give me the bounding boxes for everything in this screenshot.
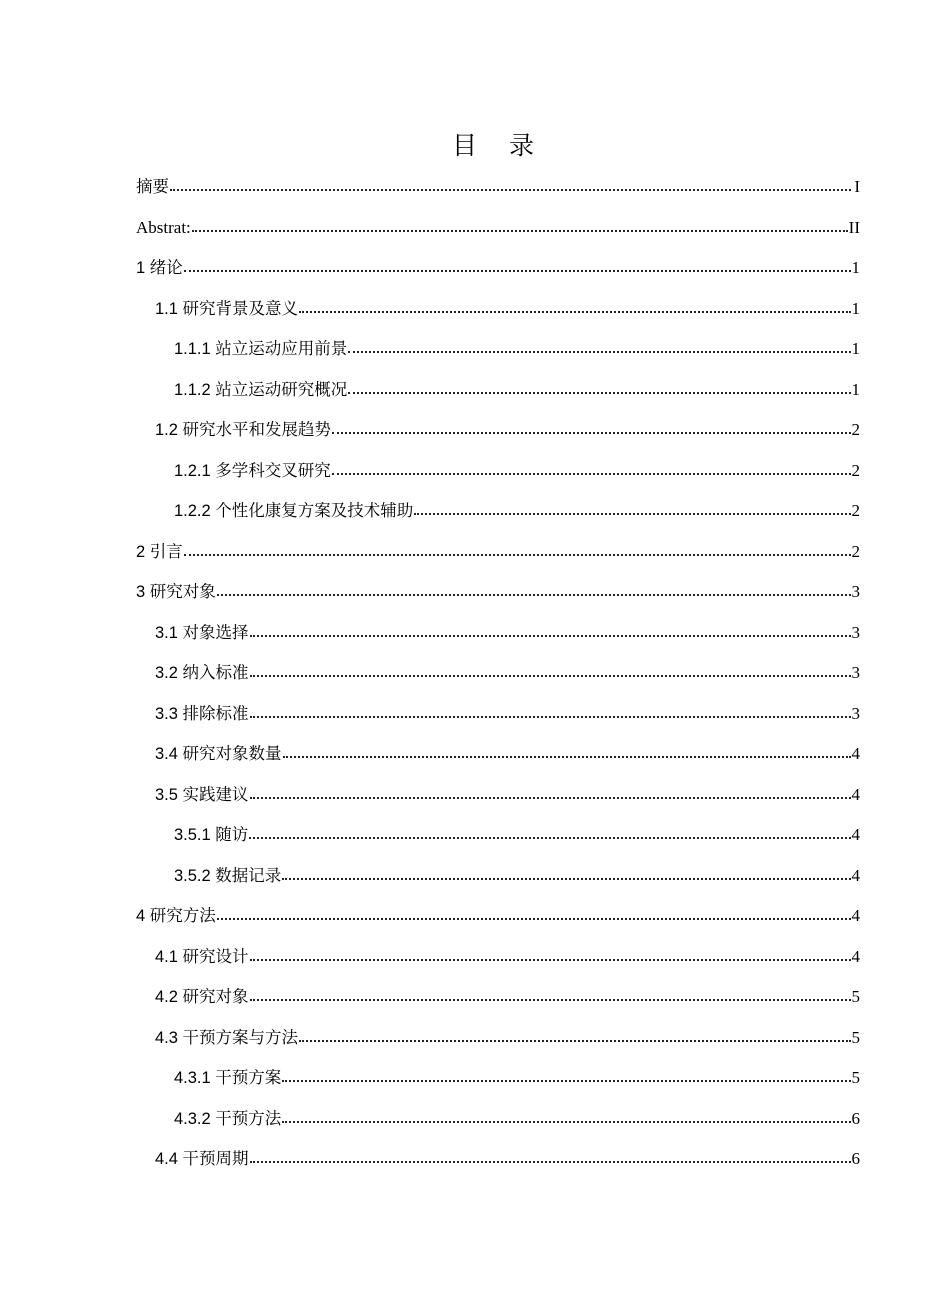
toc-entry-label: 2 引言 (136, 542, 183, 561)
toc-page-number: 4 (851, 946, 860, 966)
toc-dot-leader (192, 219, 848, 233)
toc-entry-label: 1.1 研究背景及意义 (155, 299, 299, 318)
toc-entry-section-3-2[interactable] (136, 658, 860, 699)
toc-entry-chapter-1[interactable] (136, 253, 860, 294)
toc-entry-section-4-3-1[interactable] (136, 1063, 860, 1104)
toc-page-number: I (854, 177, 860, 196)
toc-entry-chapter-2[interactable] (136, 537, 860, 578)
toc-page-number: 2 (851, 420, 860, 439)
toc-page-number: 2 (851, 460, 860, 480)
toc-dot-leader (348, 340, 850, 354)
toc-entry-label: 4.1 研究设计 (155, 947, 249, 966)
toc-entry-section-1-2-1[interactable] (136, 456, 860, 497)
toc-dot-leader (250, 1150, 851, 1164)
toc-entry-section-1-2[interactable] (136, 415, 860, 456)
toc-entry-label: 4.3.1 干预方案 (174, 1069, 282, 1087)
toc-entry-label: 1.2 研究水平和发展趋势 (155, 421, 332, 439)
toc-page-number: 4 (851, 784, 860, 804)
toc-entry-label: Abstrat: (136, 217, 191, 237)
toc-page-number: 3 (851, 703, 860, 723)
toc-page-number: 6 (851, 1108, 860, 1128)
toc-entry-chapter-4[interactable] (136, 901, 860, 942)
toc-dot-leader (414, 502, 850, 516)
toc-page-number: 3 (851, 622, 860, 642)
toc-entry-section-4-1[interactable] (136, 942, 860, 983)
toc-page-number: 4 (851, 865, 860, 885)
toc-page-number: 2 (851, 501, 860, 520)
toc-dot-leader (283, 745, 851, 759)
toc-entry-label: 1.2.2 个性化康复方案及技术辅助 (174, 502, 414, 520)
toc-page-number: 5 (851, 1027, 860, 1047)
toc-dot-leader (348, 381, 850, 395)
toc-entry-abstract-en[interactable] (136, 213, 860, 254)
toc-page-number: 1 (851, 339, 860, 358)
toc-dot-leader (250, 948, 851, 962)
toc-entry-label: 3.5.2 数据记录 (174, 866, 282, 885)
toc-dot-leader (250, 624, 851, 638)
toc-entry-label: 1.1.2 站立运动研究概况 (174, 380, 348, 399)
toc-page-number: 4 (851, 744, 860, 763)
toc-dot-leader (332, 421, 850, 435)
toc-dot-leader (332, 462, 851, 476)
toc-page-number: 3 (851, 663, 860, 682)
toc-dot-leader (184, 543, 851, 557)
toc-dot-leader (250, 988, 851, 1002)
toc-entry-section-1-1-1[interactable] (136, 334, 860, 375)
toc-dot-leader (282, 1069, 850, 1083)
toc-entry-section-4-3-2[interactable] (136, 1104, 860, 1145)
toc-entry-section-1-2-2[interactable] (136, 496, 860, 537)
toc-page-number: 1 (851, 379, 860, 399)
toc-dot-leader (184, 259, 851, 273)
toc-entry-label: 4 研究方法 (136, 907, 216, 925)
toc-dot-leader (282, 1110, 850, 1124)
toc-entry-section-3-5-2[interactable] (136, 861, 860, 902)
toc-entry-label: 3.2 纳入标准 (155, 664, 249, 682)
toc-entry-section-3-5-1[interactable] (136, 820, 860, 861)
toc-entry-label: 3.4 研究对象数量 (155, 745, 282, 763)
toc-entry-label: 3.1 对象选择 (155, 623, 249, 642)
toc-entry-section-4-2[interactable] (136, 982, 860, 1023)
toc-entry-label: 4.3.2 干预方法 (174, 1109, 282, 1128)
toc-page-number: 4 (851, 906, 860, 925)
toc-dot-leader (299, 300, 850, 314)
toc-dot-leader (170, 178, 851, 192)
toc-entry-chapter-3[interactable] (136, 577, 860, 618)
toc-entry-section-3-5[interactable] (136, 780, 860, 821)
toc-entry-label: 3.3 排除标准 (155, 704, 249, 723)
toc-entry-label: 1 绪论 (136, 259, 183, 277)
toc-dot-leader (282, 867, 850, 881)
toc-entry-section-4-3[interactable] (136, 1023, 860, 1064)
toc-dot-leader (217, 907, 851, 921)
toc-entry-section-3-1[interactable] (136, 618, 860, 659)
toc-entry-label: 4.3 干预方案与方法 (155, 1028, 299, 1047)
toc-page-number: 5 (851, 1068, 860, 1087)
toc-entry-label: 3.5.1 随访 (174, 826, 249, 844)
toc-dot-leader (217, 583, 851, 597)
toc-dot-leader (299, 1029, 850, 1043)
toc-entry-label: 摘要 (136, 178, 169, 196)
toc-entry-label: 3.5 实践建议 (155, 785, 249, 804)
toc-page-number: 1 (851, 258, 860, 277)
toc-dot-leader (250, 664, 851, 678)
toc-entry-section-3-4[interactable] (136, 739, 860, 780)
toc-page-number: 5 (851, 987, 860, 1006)
toc-title: 目 录 (452, 131, 546, 160)
toc-entry-label: 1.2.1 多学科交叉研究 (174, 461, 331, 480)
toc-page-number: 4 (851, 825, 860, 844)
toc-page-number: 1 (851, 298, 860, 318)
toc-entry-section-4-4[interactable] (136, 1144, 860, 1185)
toc-page-number: 2 (851, 541, 860, 561)
toc-entry-label: 1.1.1 站立运动应用前景 (174, 340, 348, 358)
toc-entry-section-3-3[interactable] (136, 699, 860, 740)
toc-entry-section-1-1-2[interactable] (136, 375, 860, 416)
toc-page-number: II (848, 217, 860, 237)
toc-entry-section-1-1[interactable] (136, 294, 860, 335)
table-of-contents (136, 172, 860, 1185)
toc-dot-leader (250, 786, 851, 800)
toc-dot-leader (249, 826, 850, 840)
toc-entry-label: 3 研究对象 (136, 583, 216, 601)
toc-page-number: 3 (851, 582, 860, 601)
toc-entry-label: 4.4 干预周期 (155, 1150, 249, 1168)
toc-entry-label: 4.2 研究对象 (155, 988, 249, 1006)
toc-entry-abstract-cn[interactable] (136, 172, 860, 213)
toc-dot-leader (250, 705, 851, 719)
toc-page-number: 6 (851, 1149, 860, 1168)
